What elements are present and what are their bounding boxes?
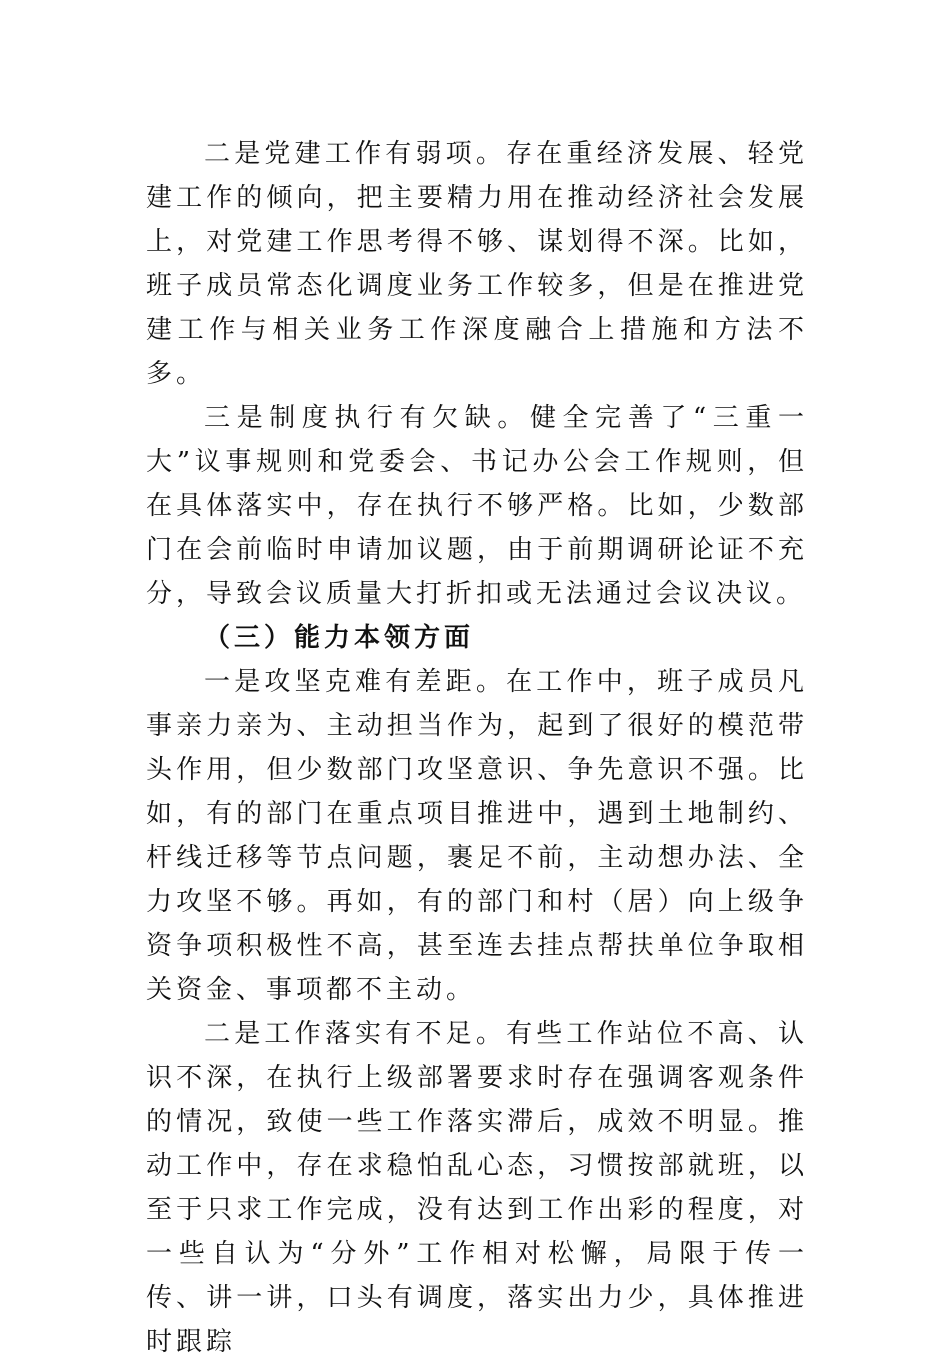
document-body bbox=[146, 132, 808, 1364]
paragraph-system-execution-deficiency: 三是制度执行有欠缺。健全完善了“三重一大”议事规则和党委会、书记办公会工作规则，但在具体落实中，存在执行不够严格。比如，少数部门在会前临时申请加议题，由于前期调研论证不充分，导致会议质量大打折扣或无法通过会议决议。 bbox=[146, 403, 808, 609]
paragraph-work-implementation-shortfall: 二是工作落实有不足。有些工作站位不高、认识不深，在执行上级部署要求时存在强调客观条件的情况，致使一些工作落实滞后，成效不明显。推动工作中，存在求稳怕乱心态，习惯按部就班，以至于只求工作完成，没有达到工作出彩的程度，对一些自认为“分外”工作相对松懈，局限于传一传、讲一讲，口头有调度，落实出力少，具体推进时跟踪 bbox=[146, 1019, 808, 1357]
paragraph-tackling-difficulties-gap: 一是攻坚克难有差距。在工作中，班子成员凡事亲力亲为、主动担当作为，起到了很好的模范带头作用，但少数部门攻坚意识、争先意识不强。比如，有的部门在重点项目推进中，遇到土地制约、杆线迁移等节点问题，裹足不前，主动想办法、全力攻坚不够。再如，有的部门和村（居）向上级争资争项积极性不高，甚至连去挂点帮扶单位争取相关资金、事项都不主动。 bbox=[146, 667, 808, 1005]
paragraph-party-building-weakness: 二是党建工作有弱项。存在重经济发展、轻党建工作的倾向，把主要精力用在推动经济社会发展上，对党建工作思考得不够、谋划得不深。比如，班子成员常态化调度业务工作较多，但是在推进党建工作与相关业务工作深度融合上措施和方法不多。 bbox=[146, 139, 808, 389]
section-heading-ability: （三）能力本领方面 bbox=[204, 623, 475, 653]
